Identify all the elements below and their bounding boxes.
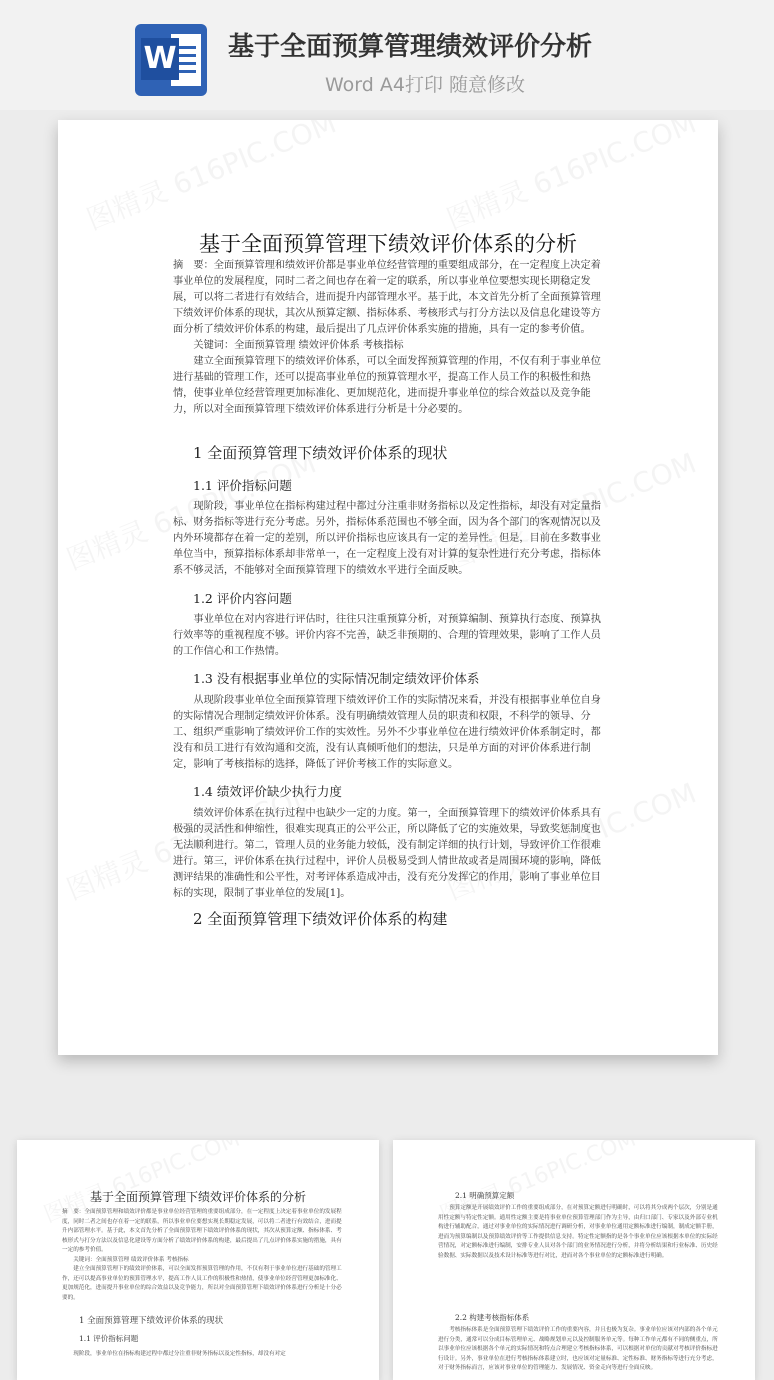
thumbnail-body [62, 1208, 342, 1303]
abstract-text: 摘 要：全面预算管理和绩效评价都是事业单位经营管理的重要组成部分，在一定程度上决定着事业单位的发展程度，同时二者之间也存在着一定的联系，所以事业单位要想实现长期稳定发展，可以将二者进行有效结合，进而提升内部管理水平。基于此，本文首先分析了全面预算管理下绩效评价体系的现状，其次从预算定额、指标体系、考核形式与打分方法以及信息化建设等方面分析了绩效评价体系的构建，最后提出了几点评价体系实施的措施，具有一定的参考价值。 [173, 260, 601, 335]
thumbnail-body [62, 1350, 342, 1360]
section-heading: 1 全面预算管理下绩效评价体系的现状 [193, 444, 448, 462]
page-thumbnail-right [393, 1140, 755, 1380]
thumbnail-body [438, 1326, 718, 1374]
paragraph-text: 现阶段，事业单位在指标构建过程中都过分注重非财务指标以及定性指标，却没有对定量指标、财务指标等进行充分考虑。另外，指标体系范围也不够全面，因为各个部门的客观情况以及内外环境都存在着一定的差别，所以评价指标也应该具有一定的差异性。但是，目前在多数事业单位当中，预算指标体系却非常单一，在一定程度上没有对计算的复杂性进行充分考虑，指标体系不够灵活，不能够对全面预算管理下的绩效水平进行全面反映。 [173, 501, 601, 576]
thumbnail-text: 现阶段，事业单位在指标构建过程中都过分注重非财务指标以及定性指标，却没有对定 [73, 1351, 286, 1357]
thumbnail-text: 考核指标体系是全面预算管理下绩效评价工作的重要内容，并且也极为复杂。事业单位应该对内部的各个单元进行分类，通常可以分成目标管理单元、战略规划单元以及控制服务单元等。每种工作单元都有不同的侧重点，所以事业单位应该根据各个单元的实际情况和特点合理建立考核指标体系，可以根据对单位的贡献对考核评价指标进行设计。另外，事业单位在进行考核指标体系建立时，也应该对定量标准、定性标准、财务指标等进行充分考虑，对于财务指标而言，应该对事业单位的管理能力、发展情况、资金走向等进行全面反映。 [438, 1327, 718, 1371]
keywords-text: 关键词：全面预算管理 绩效评价体系 考核指标 [193, 340, 404, 351]
subsection-heading: 1.2 评价内容问题 [193, 591, 292, 606]
thumbnail-heading: 1 全面预算管理下绩效评价体系的现状 [79, 1316, 224, 1326]
paragraph [173, 693, 603, 773]
thumbnail-text: 关键词：全面预算管理 绩效评价体系 考核指标 [73, 1256, 189, 1263]
paragraph-text: 绩效评价体系在执行过程中也缺少一定的力度。第一，全面预算管理下的绩效评价体系具有极强的灵活性和伸缩性，很难实现真正的公平公正，所以降低了它的实施效果，导致奖惩制度也无法顺利进行。第二，管理人员的业务能力较低，没有制定详细的执行计划，导致评价工作很难进行。第三，评价体系在执行过程中，评价人员极易受到人情世故或者是周围环境的影响，降低测评结果的准确性和公平性，对考评体系造成冲击，没有充分发挥它的作用，影响了事业单位目标的实现，限制了事业单位的发展[1]。 [173, 808, 601, 899]
page-thumbnail-left [17, 1140, 379, 1380]
intro-text: 建立全面预算管理下的绩效评价体系，可以全面发挥预算管理的作用，不仅有利于事业单位进行基础的管理工作，还可以提高事业单位的预算管理水平，提高工作人员工作的积极性和热情，使事业单位经营管理更加标准化、更加规范化，进而提升事业单位的综合效益以及竞争能力，所以对全面预算管理下绩效评价体系进行分析是十分必要的。 [173, 356, 601, 415]
thumbnail-heading: 2.2 构建考核指标体系 [455, 1313, 530, 1322]
subsection-heading: 1.1 评价指标问题 [193, 478, 292, 493]
watermark [80, 120, 341, 238]
word-icon-letter: W [141, 38, 179, 80]
thumbnail-body [438, 1204, 718, 1261]
paragraph-text: 事业单位在对内容进行评估时，往往只注重预算分析，对预算编制、预算执行态度、预算执行效率等的重视程度不够。评价内容不完善，缺乏非预期的、合理的管理效果，影响了工作人员的工作信心和工作热情。 [173, 614, 601, 657]
thumbnail-title: 基于全面预算管理下绩效评价体系的分析 [89, 1190, 306, 1204]
banner-title: 基于全面预算管理绩效评价分析 [228, 32, 593, 62]
thumbnail-text: 预算定额是开展绩效评价工作的重要组成部分，在对预算定额进行明确时，可以将其分成两个层次，分别是通用性定额与特定性定额。通用性定额主要是将事业单位预算管理部门作为主导，由归口部门、专家以及外部专业机构进行辅助配合，通过对事业单位的实际情况进行调研分析，对事业单位通用定额标准进行编制，制成定额手册，进而为预算编制以及预算绩效评价等工作提供信息支持。特定性定额指的是各个事业单位应该根据本单位的实际经营情况，对定额标准进行编制，安排专业人员对各个部门的业务情况进行分析，并将分析结果和行业标准、历史经验数据、实际数据以及技术设计标准等进行对比，进而对各个事业单位的定额标准进行明确。 [438, 1205, 718, 1259]
document-title: 基于全面预算管理下绩效评价体系的分析 [199, 232, 577, 256]
subsection-heading: 1.4 绩效评价缺少执行力度 [193, 784, 342, 799]
paragraph [173, 499, 603, 579]
subsection-heading: 1.3 没有根据事业单位的实际情况制定绩效评价体系 [193, 671, 480, 686]
abstract-block [173, 258, 603, 418]
banner-subtitle: Word A4打印 随意修改 [325, 74, 526, 96]
section-heading: 2 全面预算管理下绩效评价体系的构建 [193, 910, 448, 928]
word-icon [135, 24, 207, 96]
paragraph [173, 806, 603, 902]
thumbnail-text: 建立全面预算管理下的绩效评价体系，可以全面发挥预算管理的作用，不仅有利于事业单位进行基础的管理工作，还可以提高事业单位的预算管理水平，提高工作人员工作的积极性和热情，使事业单位经营管理更加标准化、更加规范化，进而提升事业单位的综合效益以及竞争能力，所以对全面预算管理下绩效评价体系进行分析是十分必要的。 [62, 1266, 342, 1301]
header-banner [0, 0, 774, 110]
watermark [440, 120, 701, 238]
thumbnail-text: 摘 要：全面预算管理和绩效评价都是事业单位经营管理的重要组成部分，在一定程度上决定着事业单位的发展程度，同时二者之间也存在着一定的联系，所以事业单位要想实现长期稳定发展，可以将二者进行有效结合，进而提升内部管理水平。基于此，本文首先分析了全面预算管理下绩效评价体系的现状，其次从预算定额、指标体系、考核形式与打分方法以及信息化建设等方面分析了绩效评价体系的构建，最后提出了几点评价体系实施的措施，具有一定的参考价值。 [62, 1209, 342, 1253]
document-page [58, 120, 718, 1055]
paragraph-text: 从现阶段事业单位全面预算管理下绩效评价工作的实际情况来看，并没有根据事业单位自身的实际情况合理制定绩效评价体系。没有明确绩效管理人员的职责和权限，不科学的领导、分工、组织严重影响了绩效评价工作的实效性。另外不少事业单位在进行绩效评价体系制定时，都没有和员工进行有效沟通和交流，没有认真倾听他们的想法，只是单方面的对评价体系进行制定，影响了考核指标的选择，降低了评价考核工作的实际意义。 [173, 695, 601, 770]
thumbnail-heading: 1.1 评价指标问题 [79, 1334, 139, 1343]
paragraph [173, 612, 603, 660]
thumbnail-heading: 2.1 明确预算定额 [455, 1191, 515, 1200]
